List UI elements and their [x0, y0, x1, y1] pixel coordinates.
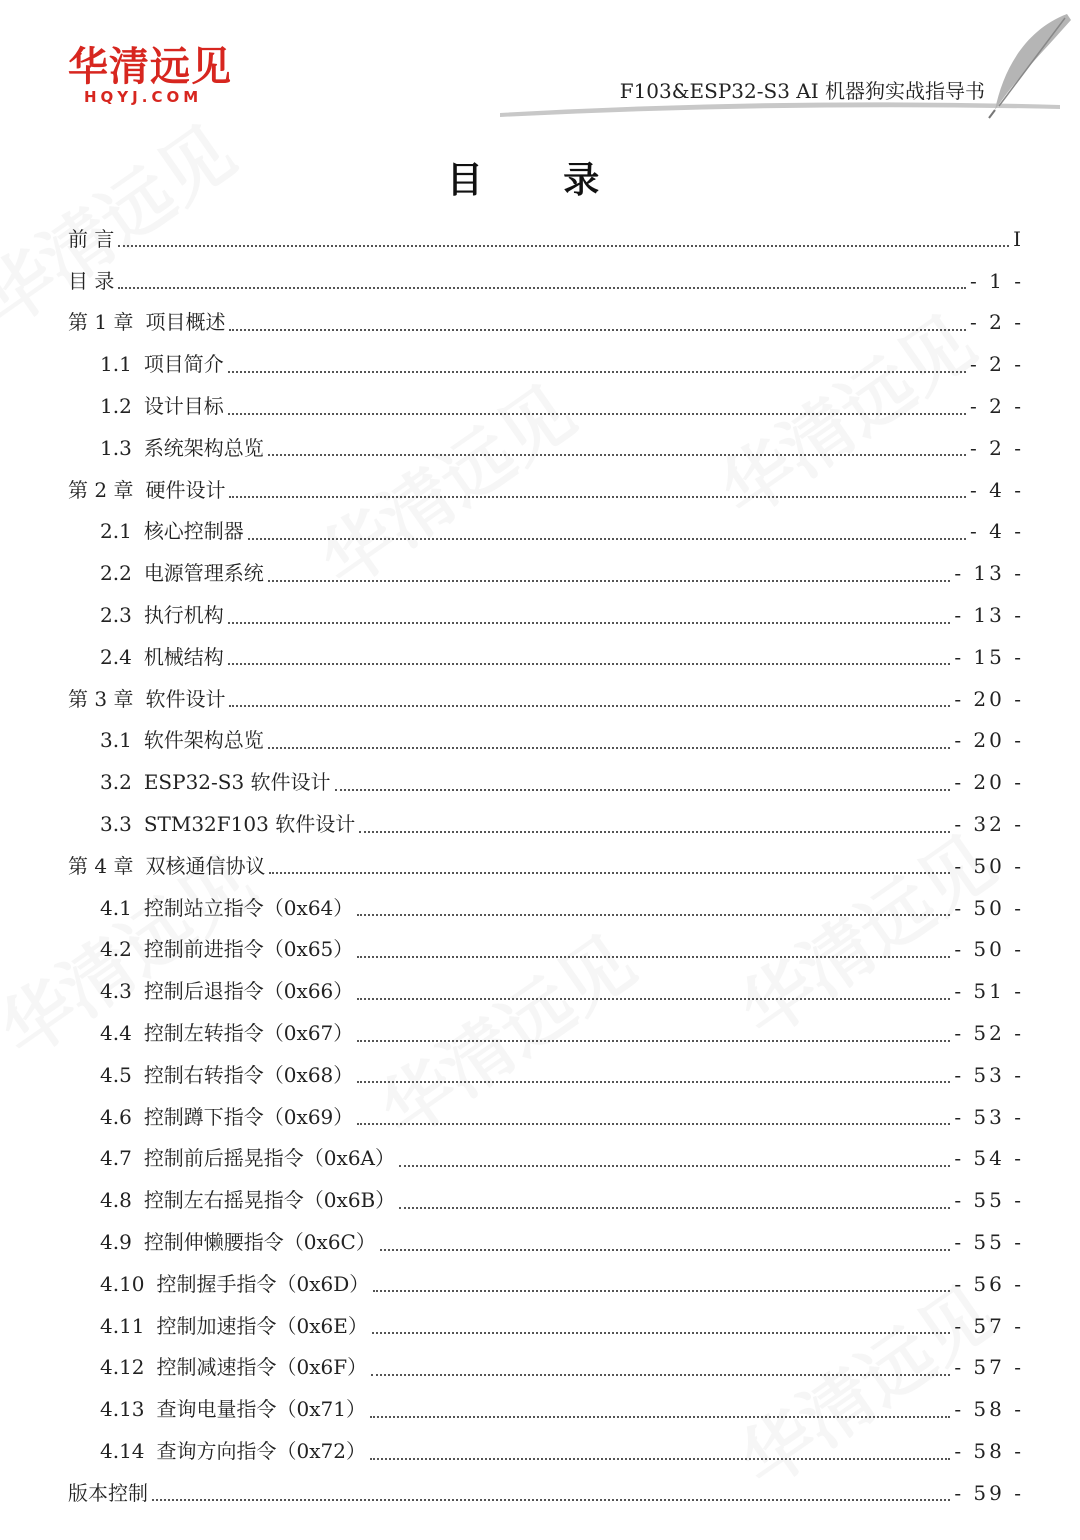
toc-entry-number: 第 4 章 [68, 853, 134, 878]
toc-entry-number: 4.10 [100, 1271, 145, 1296]
toc-page-number: - 56 - [954, 1271, 1024, 1296]
toc-page-number: - 1 - [970, 268, 1024, 293]
toc-page-number: - 2 - [970, 310, 1024, 335]
toc-entry[interactable] [68, 1305, 1024, 1347]
toc-entry-label [100, 604, 224, 626]
toc-page-number: - 4 - [970, 519, 1024, 544]
toc-entry-label [100, 1440, 366, 1462]
toc-entry-label [100, 1273, 369, 1295]
toc-entry-label [100, 1315, 368, 1337]
toc-entry-title: 控制伸懒腰指令（0x6C） [143, 1230, 376, 1255]
toc-entry-number: 4.7 [100, 1146, 132, 1171]
toc-entry-number: 4.13 [100, 1397, 145, 1422]
toc-entry[interactable] [68, 1388, 1024, 1430]
toc-page-number: - 54 - [954, 1146, 1024, 1171]
toc-dot-leader [373, 1289, 950, 1292]
toc-entry[interactable] [68, 1430, 1024, 1472]
toc-entry-label [68, 228, 114, 250]
toc-entry-title: 电源管理系统 [143, 561, 264, 586]
toc-entry[interactable] [68, 929, 1024, 971]
toc-dot-leader [118, 286, 966, 289]
toc-page-number: - 2 - [970, 352, 1024, 377]
toc-page-number: - 4 - [970, 477, 1024, 502]
toc-page-number: - 20 - [954, 686, 1024, 711]
toc-entry-title: 软件架构总览 [143, 728, 264, 753]
toc-dot-leader [229, 328, 966, 331]
toc-entry-title: 硬件设计 [145, 477, 226, 502]
toc-page-number: - 20 - [954, 728, 1024, 753]
toc-entry-label [100, 938, 353, 960]
toc-page-number: - 58 - [954, 1439, 1024, 1463]
toc-entry-label [68, 855, 265, 877]
toc-entry-label [100, 1398, 366, 1420]
table-of-contents [68, 218, 1024, 1514]
toc-entry-title: 控制左右摇晃指令（0x6B） [143, 1188, 396, 1213]
toc-entry[interactable] [68, 1347, 1024, 1389]
toc-entry-number: 2.2 [100, 561, 132, 586]
toc-entry-title: 控制左转指令（0x67） [143, 1021, 354, 1046]
toc-dot-leader [359, 830, 950, 833]
toc-entry-label [100, 1106, 353, 1128]
toc-page-number: - 50 - [954, 937, 1024, 962]
toc-entry[interactable] [68, 1263, 1024, 1305]
toc-entry-title: 控制前进指令（0x65） [143, 937, 354, 962]
toc-entry-number: 3.3 [100, 812, 132, 837]
toc-page-number: - 59 - [954, 1480, 1024, 1505]
toc-dot-leader [248, 537, 966, 540]
toc-entry-label [68, 270, 114, 292]
toc-entry-title: 前 言 [68, 226, 115, 251]
toc-page-number: - 20 - [954, 770, 1024, 795]
toc-entry-number: 第 2 章 [68, 477, 134, 502]
toc-entry[interactable] [68, 511, 1024, 553]
toc-entry-number: 4.1 [100, 895, 132, 920]
toc-entry-number: 1.2 [100, 394, 132, 419]
toc-entry-label [100, 897, 353, 919]
toc-entry-title: 执行机构 [143, 603, 224, 628]
toc-entry-label [100, 771, 331, 793]
toc-entry[interactable] [68, 720, 1024, 762]
toc-entry-label [100, 1022, 353, 1044]
toc-entry[interactable] [68, 1012, 1024, 1054]
toc-dot-leader [118, 244, 1009, 247]
toc-entry[interactable] [68, 803, 1024, 845]
toc-entry-title: 项目概述 [145, 310, 226, 335]
toc-entry[interactable] [68, 887, 1024, 929]
toc-entry[interactable] [68, 469, 1024, 511]
toc-dot-leader [152, 1498, 950, 1501]
toc-entry-title: 控制加速指令（0x6E） [156, 1313, 368, 1338]
toc-entry-label [68, 1482, 148, 1504]
toc-entry-label [100, 1231, 376, 1253]
toc-entry[interactable] [68, 594, 1024, 636]
toc-entry-title: 核心控制器 [143, 519, 244, 544]
header-title: F103&ESP32-S3 AI 机器狗实战指导书 [619, 79, 985, 103]
toc-page-number: - 50 - [954, 895, 1024, 920]
toc-entry-number: 2.1 [100, 519, 132, 544]
toc-entry-label [100, 520, 244, 542]
toc-entry-number: 第 1 章 [68, 310, 134, 335]
brand-logo-domain: HQYJ.COM [84, 88, 203, 106]
toc-entry[interactable] [68, 302, 1024, 344]
toc-entry-number: 3.2 [100, 770, 132, 795]
toc-page-number: - 53 - [954, 1104, 1024, 1129]
toc-page-number: - 58 - [954, 1397, 1024, 1422]
toc-dot-leader [268, 579, 951, 582]
toc-page-number: - 32 - [954, 812, 1024, 837]
toc-entry-number: 4.5 [100, 1062, 132, 1087]
toc-entry-label [100, 646, 224, 668]
toc-entry-label [100, 1064, 353, 1086]
toc-dot-leader [268, 746, 951, 749]
toc-entry-title: ESP32-S3 软件设计 [143, 770, 331, 795]
toc-entry-title: 控制握手指令（0x6D） [156, 1271, 370, 1296]
toc-page-number: - 50 - [954, 853, 1024, 878]
toc-entry-title: 目 录 [68, 268, 115, 293]
toc-entry-title: 控制蹲下指令（0x69） [143, 1104, 354, 1129]
toc-page-number: - 57 - [954, 1313, 1024, 1338]
toc-dot-leader [357, 1122, 950, 1125]
toc-entry-title: 控制前后摇晃指令（0x6A） [143, 1146, 395, 1171]
toc-page-number: - 55 - [954, 1230, 1024, 1255]
toc-entry-title: 设计目标 [143, 394, 224, 419]
toc-entry-title: 项目简介 [143, 352, 224, 377]
toc-dot-leader [370, 1457, 950, 1460]
toc-entry-number: 4.11 [100, 1313, 145, 1338]
toc-entry-title: STM32F103 软件设计 [143, 812, 356, 837]
toc-entry-label [100, 1356, 367, 1378]
toc-entry[interactable] [68, 1472, 1024, 1514]
toc-entry-number: 4.12 [100, 1355, 145, 1380]
toc-dot-leader [357, 997, 950, 1000]
toc-entry[interactable] [68, 1096, 1024, 1138]
toc-entry[interactable] [68, 678, 1024, 720]
toc-dot-leader [357, 1039, 950, 1042]
toc-dot-leader [357, 955, 950, 958]
toc-page-number: - 15 - [954, 644, 1024, 669]
toc-page-number: - 2 - [970, 435, 1024, 460]
toc-entry-label [100, 562, 264, 584]
toc-entry-title: 机械结构 [143, 644, 224, 669]
toc-dot-leader [399, 1164, 950, 1167]
toc-entry-title: 查询方向指令（0x72） [156, 1439, 366, 1463]
header-swoosh-icon [500, 95, 1060, 125]
toc-dot-leader [268, 453, 966, 456]
toc-entry-number: 4.4 [100, 1021, 132, 1046]
toc-dot-leader [269, 871, 950, 874]
toc-entry-label [68, 479, 225, 501]
toc-entry-label [100, 980, 353, 1002]
toc-entry-number: 2.4 [100, 644, 132, 669]
page-header [0, 0, 1080, 130]
toc-entry-title: 版本控制 [68, 1480, 148, 1505]
toc-page-number: - 2 - [970, 394, 1024, 419]
toc-entry-title: 控制右转指令（0x68） [143, 1062, 354, 1087]
toc-entry[interactable] [68, 385, 1024, 427]
toc-entry-title: 控制后退指令（0x66） [143, 979, 354, 1004]
toc-dot-leader [370, 1415, 950, 1418]
toc-entry-title: 查询电量指令（0x71） [156, 1397, 366, 1422]
toc-entry[interactable] [68, 343, 1024, 385]
toc-dot-leader [229, 704, 950, 707]
toc-dot-leader [399, 1206, 950, 1209]
toc-entry-title: 控制减速指令（0x6F） [156, 1355, 368, 1380]
toc-entry-label [100, 1189, 395, 1211]
toc-entry-label [68, 688, 225, 710]
toc-page-number: - 13 - [954, 603, 1024, 628]
toc-dot-leader [371, 1373, 950, 1376]
toc-dot-leader [228, 370, 966, 373]
page-title: 目 录 [446, 160, 634, 201]
toc-dot-leader [229, 495, 966, 498]
toc-entry-title: 软件设计 [145, 686, 226, 711]
toc-entry-label [100, 437, 264, 459]
toc-entry[interactable] [68, 1054, 1024, 1096]
toc-entry-number: 1.3 [100, 435, 132, 460]
toc-dot-leader [228, 412, 966, 415]
toc-dot-leader [228, 621, 951, 624]
toc-entry[interactable] [68, 970, 1024, 1012]
toc-entry-label [100, 729, 264, 751]
toc-entry-title: 系统架构总览 [143, 435, 264, 460]
toc-page-number: - 55 - [954, 1188, 1024, 1213]
quill-icon [985, 10, 1075, 120]
toc-page-number: I [1013, 226, 1024, 251]
toc-entry-number: 4.2 [100, 937, 132, 962]
toc-dot-leader [372, 1331, 950, 1334]
toc-entry[interactable] [68, 761, 1024, 803]
toc-page-number: - 52 - [954, 1021, 1024, 1046]
toc-entry[interactable] [68, 552, 1024, 594]
toc-page-number: - 57 - [954, 1355, 1024, 1380]
toc-entry-number: 3.1 [100, 728, 132, 753]
toc-entry[interactable] [68, 1221, 1024, 1263]
toc-entry-label [100, 353, 224, 375]
toc-entry[interactable] [68, 1179, 1024, 1221]
toc-entry[interactable] [68, 1138, 1024, 1180]
toc-entry-title: 控制站立指令（0x64） [143, 895, 354, 920]
toc-entry[interactable] [68, 427, 1024, 469]
toc-entry-label [68, 311, 225, 333]
toc-entry-number: 2.3 [100, 603, 132, 628]
toc-entry-number: 4.14 [100, 1439, 145, 1463]
toc-dot-leader [380, 1248, 950, 1251]
toc-entry[interactable] [68, 636, 1024, 678]
toc-entry-number: 4.9 [100, 1230, 132, 1255]
toc-entry-label [100, 395, 224, 417]
toc-entry-label [100, 1147, 395, 1169]
toc-entry[interactable] [68, 260, 1024, 302]
toc-entry-number: 第 3 章 [68, 686, 134, 711]
toc-entry-label [100, 813, 355, 835]
toc-entry-number: 4.3 [100, 979, 132, 1004]
toc-page-number: - 13 - [954, 561, 1024, 586]
toc-entry-number: 4.6 [100, 1104, 132, 1129]
toc-page-number: - 53 - [954, 1062, 1024, 1087]
toc-entry[interactable] [68, 218, 1024, 260]
toc-entry[interactable] [68, 845, 1024, 887]
toc-entry-number: 1.1 [100, 352, 132, 377]
toc-entry-title: 双核通信协议 [145, 853, 266, 878]
toc-dot-leader [357, 913, 950, 916]
toc-dot-leader [228, 662, 951, 665]
toc-dot-leader [357, 1080, 950, 1083]
toc-page-number: - 51 - [954, 979, 1024, 1004]
toc-entry-number: 4.8 [100, 1188, 132, 1213]
toc-dot-leader [335, 788, 951, 791]
brand-logo: 华清远见 [68, 44, 232, 90]
